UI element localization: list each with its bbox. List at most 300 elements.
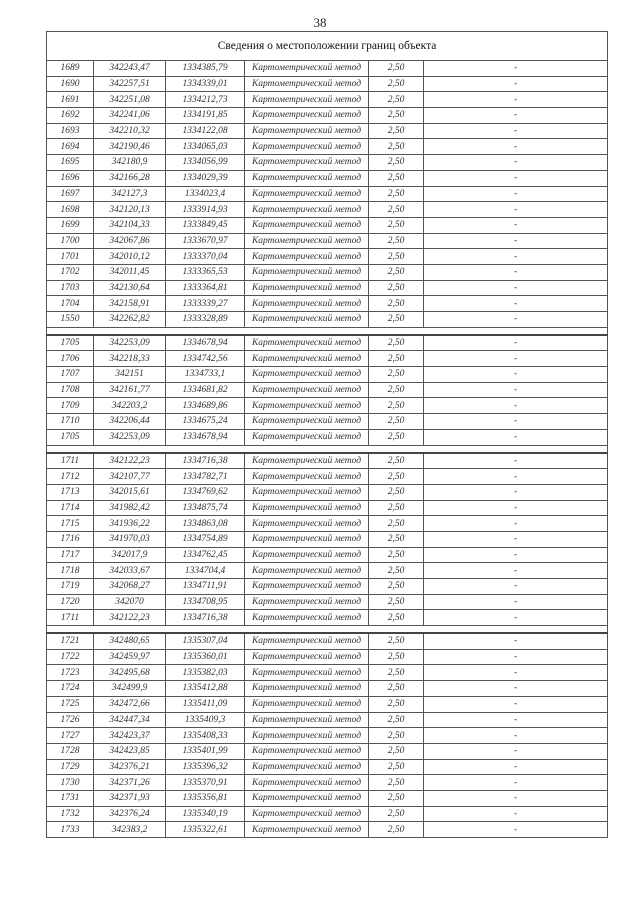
group-separator (47, 445, 608, 453)
accuracy: 2,50 (369, 217, 424, 233)
accuracy: 2,50 (369, 249, 424, 265)
description: - (424, 414, 608, 430)
x-coordinate: 342122,23 (94, 453, 166, 469)
point-number: 1723 (47, 665, 94, 681)
method: Картометрический метод (245, 233, 369, 249)
x-coordinate: 342371,93 (94, 790, 166, 806)
accuracy: 2,50 (369, 790, 424, 806)
method: Картометрический метод (245, 139, 369, 155)
y-coordinate: 1334678,94 (166, 429, 245, 445)
table-row (47, 531, 608, 547)
y-coordinate: 1333849,45 (166, 217, 245, 233)
description: - (424, 139, 608, 155)
table-row (47, 516, 608, 532)
point-number: 1707 (47, 367, 94, 383)
point-number: 1725 (47, 696, 94, 712)
description: - (424, 775, 608, 791)
x-coordinate: 341982,42 (94, 500, 166, 516)
table-row (47, 790, 608, 806)
description: - (424, 76, 608, 92)
accuracy: 2,50 (369, 759, 424, 775)
method: Картометрический метод (245, 61, 369, 77)
table-row (47, 170, 608, 186)
x-coordinate: 342251,08 (94, 92, 166, 108)
x-coordinate: 342033,67 (94, 563, 166, 579)
point-number: 1711 (47, 610, 94, 626)
accuracy: 2,50 (369, 500, 424, 516)
y-coordinate: 1334875,74 (166, 500, 245, 516)
point-number: 1710 (47, 414, 94, 430)
accuracy: 2,50 (369, 822, 424, 838)
accuracy: 2,50 (369, 516, 424, 532)
accuracy: 2,50 (369, 594, 424, 610)
table-row (47, 249, 608, 265)
point-number: 1701 (47, 249, 94, 265)
table-row (47, 296, 608, 312)
description: - (424, 108, 608, 124)
y-coordinate: 1334863,08 (166, 516, 245, 532)
point-number: 1717 (47, 547, 94, 563)
y-coordinate: 1335360,01 (166, 649, 245, 665)
table-row (47, 280, 608, 296)
description: - (424, 429, 608, 445)
y-coordinate: 1335412,88 (166, 681, 245, 697)
x-coordinate: 342423,37 (94, 728, 166, 744)
method: Картометрический метод (245, 170, 369, 186)
method: Картометрический метод (245, 547, 369, 563)
description: - (424, 202, 608, 218)
y-coordinate: 1334733,1 (166, 367, 245, 383)
method: Картометрический метод (245, 649, 369, 665)
x-coordinate: 341936,22 (94, 516, 166, 532)
point-number: 1698 (47, 202, 94, 218)
x-coordinate: 342158,91 (94, 296, 166, 312)
method: Картометрический метод (245, 633, 369, 649)
accuracy: 2,50 (369, 579, 424, 595)
method: Картометрический метод (245, 531, 369, 547)
point-number: 1720 (47, 594, 94, 610)
y-coordinate: 1334704,4 (166, 563, 245, 579)
accuracy: 2,50 (369, 280, 424, 296)
accuracy: 2,50 (369, 563, 424, 579)
accuracy: 2,50 (369, 743, 424, 759)
accuracy: 2,50 (369, 712, 424, 728)
x-coordinate: 342218,33 (94, 351, 166, 367)
description: - (424, 312, 608, 328)
table-row (47, 367, 608, 383)
method: Картометрический метод (245, 453, 369, 469)
accuracy: 2,50 (369, 696, 424, 712)
point-number: 1716 (47, 531, 94, 547)
method: Картометрический метод (245, 594, 369, 610)
description: - (424, 367, 608, 383)
table-row (47, 453, 608, 469)
method: Картометрический метод (245, 806, 369, 822)
x-coordinate: 342107,77 (94, 469, 166, 485)
method: Картометрический метод (245, 775, 369, 791)
x-coordinate: 342480,65 (94, 633, 166, 649)
description: - (424, 790, 608, 806)
description: - (424, 681, 608, 697)
method: Картометрический метод (245, 696, 369, 712)
table-row (47, 633, 608, 649)
y-coordinate: 1334191,85 (166, 108, 245, 124)
accuracy: 2,50 (369, 335, 424, 351)
x-coordinate: 342010,12 (94, 249, 166, 265)
table-row (47, 108, 608, 124)
x-coordinate: 342499,9 (94, 681, 166, 697)
description: - (424, 217, 608, 233)
y-coordinate: 1335411,09 (166, 696, 245, 712)
group-separator (47, 626, 608, 634)
point-number: 1692 (47, 108, 94, 124)
table-row (47, 398, 608, 414)
y-coordinate: 1334029,39 (166, 170, 245, 186)
y-coordinate: 1334708,95 (166, 594, 245, 610)
y-coordinate: 1334212,73 (166, 92, 245, 108)
x-coordinate: 342210,32 (94, 123, 166, 139)
y-coordinate: 1333370,04 (166, 249, 245, 265)
point-number: 1704 (47, 296, 94, 312)
x-coordinate: 342161,77 (94, 382, 166, 398)
accuracy: 2,50 (369, 202, 424, 218)
method: Картометрический метод (245, 280, 369, 296)
description: - (424, 92, 608, 108)
y-coordinate: 1333328,89 (166, 312, 245, 328)
description: - (424, 280, 608, 296)
table-row (47, 92, 608, 108)
x-coordinate: 342206,44 (94, 414, 166, 430)
y-coordinate: 1333364,81 (166, 280, 245, 296)
x-coordinate: 342447,34 (94, 712, 166, 728)
method: Картометрический метод (245, 681, 369, 697)
accuracy: 2,50 (369, 484, 424, 500)
y-coordinate: 1334065,03 (166, 139, 245, 155)
method: Картометрический метод (245, 665, 369, 681)
point-number: 1719 (47, 579, 94, 595)
description: - (424, 633, 608, 649)
x-coordinate: 341970,03 (94, 531, 166, 547)
table-row (47, 759, 608, 775)
x-coordinate: 342495,68 (94, 665, 166, 681)
accuracy: 2,50 (369, 264, 424, 280)
method: Картометрический метод (245, 610, 369, 626)
point-number: 1702 (47, 264, 94, 280)
accuracy: 2,50 (369, 139, 424, 155)
table-row (47, 665, 608, 681)
point-number: 1694 (47, 139, 94, 155)
point-number: 1714 (47, 500, 94, 516)
x-coordinate: 342203,2 (94, 398, 166, 414)
x-coordinate: 342243,47 (94, 61, 166, 77)
accuracy: 2,50 (369, 92, 424, 108)
method: Картометрический метод (245, 728, 369, 744)
y-coordinate: 1335409,3 (166, 712, 245, 728)
description: - (424, 759, 608, 775)
y-coordinate: 1333670,97 (166, 233, 245, 249)
description: - (424, 547, 608, 563)
y-coordinate: 1335408,33 (166, 728, 245, 744)
point-number: 1724 (47, 681, 94, 697)
accuracy: 2,50 (369, 312, 424, 328)
point-number: 1733 (47, 822, 94, 838)
point-number: 1729 (47, 759, 94, 775)
description: - (424, 453, 608, 469)
description: - (424, 351, 608, 367)
x-coordinate: 342070 (94, 594, 166, 610)
method: Картометрический метод (245, 743, 369, 759)
description: - (424, 469, 608, 485)
accuracy: 2,50 (369, 367, 424, 383)
description: - (424, 296, 608, 312)
y-coordinate: 1334711,91 (166, 579, 245, 595)
table-row (47, 61, 608, 77)
method: Картометрический метод (245, 92, 369, 108)
x-coordinate: 342472,66 (94, 696, 166, 712)
boundary-table (46, 31, 608, 838)
method: Картометрический метод (245, 249, 369, 265)
table-row (47, 743, 608, 759)
accuracy: 2,50 (369, 170, 424, 186)
table-row (47, 312, 608, 328)
method: Картометрический метод (245, 335, 369, 351)
description: - (424, 594, 608, 610)
y-coordinate: 1335370,91 (166, 775, 245, 791)
method: Картометрический метод (245, 484, 369, 500)
page-number: 38 (313, 15, 327, 30)
accuracy: 2,50 (369, 806, 424, 822)
description: - (424, 516, 608, 532)
y-coordinate: 1334769,62 (166, 484, 245, 500)
method: Картометрический метод (245, 790, 369, 806)
description: - (424, 398, 608, 414)
x-coordinate: 342017,9 (94, 547, 166, 563)
table-header-row (47, 32, 608, 61)
description: - (424, 264, 608, 280)
accuracy: 2,50 (369, 728, 424, 744)
method: Картометрический метод (245, 76, 369, 92)
accuracy: 2,50 (369, 398, 424, 414)
x-coordinate: 342130,64 (94, 280, 166, 296)
x-coordinate: 342376,24 (94, 806, 166, 822)
y-coordinate: 1334681,82 (166, 382, 245, 398)
method: Картометрический метод (245, 367, 369, 383)
accuracy: 2,50 (369, 531, 424, 547)
y-coordinate: 1334023,4 (166, 186, 245, 202)
description: - (424, 579, 608, 595)
description: - (424, 806, 608, 822)
x-coordinate: 342166,28 (94, 170, 166, 186)
description: - (424, 123, 608, 139)
x-coordinate: 342241,06 (94, 108, 166, 124)
y-coordinate: 1334716,38 (166, 453, 245, 469)
point-number: 1727 (47, 728, 94, 744)
method: Картометрический метод (245, 500, 369, 516)
point-number: 1689 (47, 61, 94, 77)
table-row (47, 429, 608, 445)
table-row (47, 681, 608, 697)
x-coordinate: 342127,3 (94, 186, 166, 202)
table-row (47, 202, 608, 218)
point-number: 1713 (47, 484, 94, 500)
point-number: 1726 (47, 712, 94, 728)
method: Картометрический метод (245, 398, 369, 414)
point-number: 1697 (47, 186, 94, 202)
accuracy: 2,50 (369, 155, 424, 171)
x-coordinate: 342253,09 (94, 429, 166, 445)
y-coordinate: 1335307,04 (166, 633, 245, 649)
x-coordinate: 342257,51 (94, 76, 166, 92)
accuracy: 2,50 (369, 382, 424, 398)
y-coordinate: 1334678,94 (166, 335, 245, 351)
point-number: 1693 (47, 123, 94, 139)
accuracy: 2,50 (369, 414, 424, 430)
table-row (47, 500, 608, 516)
x-coordinate: 342190,46 (94, 139, 166, 155)
method: Картометрический метод (245, 579, 369, 595)
accuracy: 2,50 (369, 296, 424, 312)
method: Картометрический метод (245, 759, 369, 775)
table-row (47, 775, 608, 791)
x-coordinate: 342104,33 (94, 217, 166, 233)
y-coordinate: 1334385,79 (166, 61, 245, 77)
description: - (424, 170, 608, 186)
method: Картометрический метод (245, 469, 369, 485)
description: - (424, 500, 608, 516)
table-row (47, 728, 608, 744)
accuracy: 2,50 (369, 775, 424, 791)
accuracy: 2,50 (369, 681, 424, 697)
accuracy: 2,50 (369, 429, 424, 445)
y-coordinate: 1334782,71 (166, 469, 245, 485)
group-separator (47, 327, 608, 335)
boundary-table-container (46, 31, 607, 838)
x-coordinate: 342067,86 (94, 233, 166, 249)
accuracy: 2,50 (369, 61, 424, 77)
point-number: 1706 (47, 351, 94, 367)
x-coordinate: 342011,45 (94, 264, 166, 280)
table-row (47, 696, 608, 712)
accuracy: 2,50 (369, 469, 424, 485)
accuracy: 2,50 (369, 453, 424, 469)
table-row (47, 563, 608, 579)
point-number: 1696 (47, 170, 94, 186)
x-coordinate: 342015,61 (94, 484, 166, 500)
accuracy: 2,50 (369, 108, 424, 124)
y-coordinate: 1334675,24 (166, 414, 245, 430)
x-coordinate: 342120,13 (94, 202, 166, 218)
table-row (47, 414, 608, 430)
method: Картометрический метод (245, 414, 369, 430)
y-coordinate: 1335401,99 (166, 743, 245, 759)
y-coordinate: 1335396,32 (166, 759, 245, 775)
point-number: 1699 (47, 217, 94, 233)
point-number: 1711 (47, 453, 94, 469)
description: - (424, 186, 608, 202)
accuracy: 2,50 (369, 123, 424, 139)
y-coordinate: 1333365,53 (166, 264, 245, 280)
description: - (424, 233, 608, 249)
description: - (424, 563, 608, 579)
table-row (47, 139, 608, 155)
y-coordinate: 1334689,86 (166, 398, 245, 414)
point-number: 1722 (47, 649, 94, 665)
method: Картометрический метод (245, 108, 369, 124)
method: Картометрический метод (245, 202, 369, 218)
y-coordinate: 1334339,01 (166, 76, 245, 92)
description: - (424, 531, 608, 547)
method: Картометрический метод (245, 351, 369, 367)
table-row (47, 610, 608, 626)
accuracy: 2,50 (369, 76, 424, 92)
x-coordinate: 342371,26 (94, 775, 166, 791)
table-row (47, 335, 608, 351)
x-coordinate: 342459,97 (94, 649, 166, 665)
y-coordinate: 1334716,38 (166, 610, 245, 626)
method: Картометрический метод (245, 312, 369, 328)
table-row (47, 351, 608, 367)
y-coordinate: 1335340,19 (166, 806, 245, 822)
description: - (424, 335, 608, 351)
point-number: 1705 (47, 429, 94, 445)
method: Картометрический метод (245, 516, 369, 532)
point-number: 1721 (47, 633, 94, 649)
method: Картометрический метод (245, 563, 369, 579)
y-coordinate: 1334762,45 (166, 547, 245, 563)
x-coordinate: 342376,21 (94, 759, 166, 775)
point-number: 1550 (47, 312, 94, 328)
x-coordinate: 342151 (94, 367, 166, 383)
description: - (424, 743, 608, 759)
table-row (47, 233, 608, 249)
point-number: 1690 (47, 76, 94, 92)
description: - (424, 665, 608, 681)
accuracy: 2,50 (369, 649, 424, 665)
point-number: 1695 (47, 155, 94, 171)
method: Картометрический метод (245, 264, 369, 280)
table-row (47, 382, 608, 398)
method: Картометрический метод (245, 217, 369, 233)
point-number: 1700 (47, 233, 94, 249)
x-coordinate: 342068,27 (94, 579, 166, 595)
y-coordinate: 1335356,81 (166, 790, 245, 806)
method: Картометрический метод (245, 429, 369, 445)
description: - (424, 382, 608, 398)
accuracy: 2,50 (369, 547, 424, 563)
description: - (424, 249, 608, 265)
description: - (424, 822, 608, 838)
y-coordinate: 1334742,56 (166, 351, 245, 367)
table-header: Сведения о местоположении границ объекта (47, 32, 608, 61)
table-row (47, 649, 608, 665)
table-row (47, 579, 608, 595)
description: - (424, 712, 608, 728)
table-row (47, 469, 608, 485)
table-row (47, 484, 608, 500)
description: - (424, 155, 608, 171)
point-number: 1708 (47, 382, 94, 398)
y-coordinate: 1334122,08 (166, 123, 245, 139)
x-coordinate: 342423,85 (94, 743, 166, 759)
y-coordinate: 1335322,61 (166, 822, 245, 838)
method: Картометрический метод (245, 382, 369, 398)
accuracy: 2,50 (369, 610, 424, 626)
point-number: 1709 (47, 398, 94, 414)
accuracy: 2,50 (369, 351, 424, 367)
description: - (424, 728, 608, 744)
method: Картометрический метод (245, 712, 369, 728)
table-row (47, 264, 608, 280)
